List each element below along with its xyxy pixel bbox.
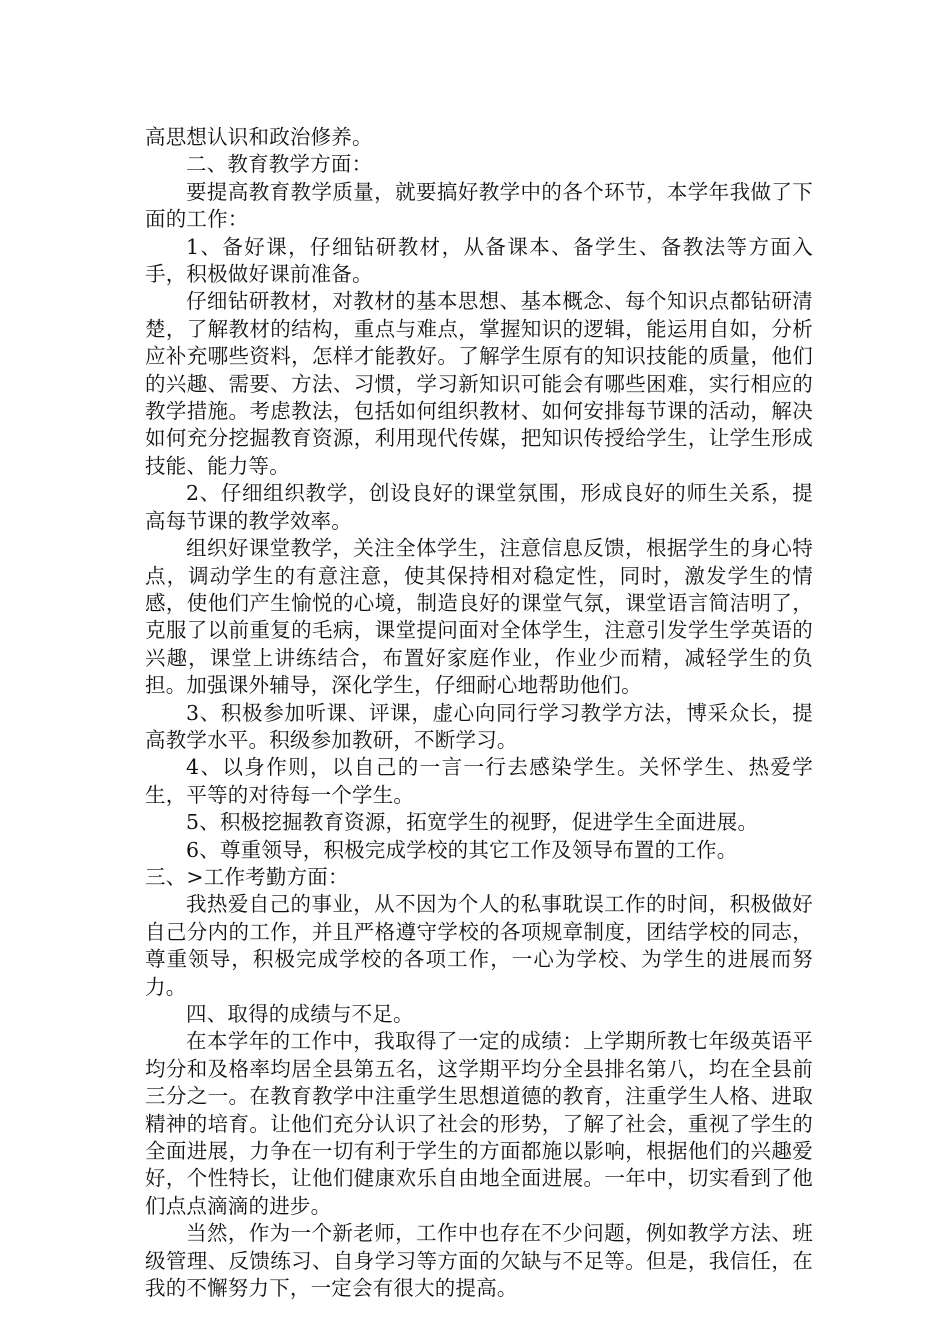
paragraph: 组织好课堂教学，关注全体学生，注意信息反馈，根据学生的身心特点，调动学生的有意注意，使其保持相对稳定性，同时，激发学生的情感，使他们产生愉悦的心境，制造良好的课堂气氛，课堂语言简洁明了，克服了以前重复的毛病，课堂提问面对全体学生，注意引发学生学英语的兴趣，课堂上讲练结合，布置好家庭作业，作业少而精，减轻学生的负担。加强课外辅导，深化学生，仔细耐心地帮助他们。 xyxy=(145,536,813,698)
paragraph: 4、以身作则，以自己的一言一行去感染学生。关怀学生、热爱学生，平等的对待每一个学生。 xyxy=(145,755,813,807)
paragraph: 二、教育教学方面： xyxy=(186,152,373,177)
paragraph: 1、备好课，仔细钻研教材，从备课本、备学生、备教法等方面入手，积极做好课前准备。 xyxy=(145,234,813,287)
paragraph: 三、>工作考勤方面： xyxy=(145,864,349,889)
paragraph: 要提高教育教学质量，就要搞好教学中的各个环节，本学年我做了下面的工作： xyxy=(145,179,813,232)
paragraph: 2、仔细组织教学，创设良好的课堂氛围，形成良好的师生关系，提高每节课的教学效率。 xyxy=(145,481,813,533)
paragraph: 四、取得的成绩与不足。 xyxy=(186,1002,414,1026)
paragraph: 我热爱自己的事业，从不因为个人的私事耽误工作的时间，积极做好自己分内的工作，并且严格遵守学校的各项规章制度，团结学校的同志，尊重领导，积极完成学校的各项工作，一心为学校、为学生的进展而努力。 xyxy=(145,892,813,999)
document-body xyxy=(145,124,813,1302)
paragraph: 当然，作为一个新老师，工作中也存在不少问题，例如教学方法、班级管理、反馈练习、自身学习等方面的欠缺与不足等。但是，我信任，在我的不懈努力下，一定会有很大的提高。 xyxy=(145,1221,813,1301)
paragraph: 5、积极挖掘教育资源，拓宽学生的视野，促进学生全面进展。 xyxy=(186,810,759,835)
paragraph: 3、积极参加听课、评课，虚心向同行学习教学方法，博采众长，提高教学水平。积级参加教研，不断学习。 xyxy=(145,700,813,752)
paragraph: 高思想认识和政治修养。 xyxy=(145,125,373,149)
paragraph: 在本学年的工作中，我取得了一定的成绩：上学期所教七年级英语平均分和及格率均居全县第五名，这学期平均分全县排名第八，均在全县前三分之一。在教育教学中注重学生思想道德的教育，注重学生人格、进取精神的培育。让他们充分认识了社会的形势，了解了社会，重视了学生的全面进展，力争在一切有利于学生的方面都施以影响，根据他们的兴趣爱好，个性特长，让他们健康欢乐自由地全面进展。一年中，切实看到了他们点点滴滴的进步。 xyxy=(145,1029,813,1218)
paragraph: 仔细钻研教材，对教材的基本思想、基本概念、每个知识点都钻研清楚，了解教材的结构，重点与难点，掌握知识的逻辑，能运用自如，分析应补充哪些资料，怎样才能教好。了解学生原有的知识技能的质量，他们的兴趣、需要、方法、习惯，学习新知识可能会有哪些困难，实行相应的教学措施。考虑教法，包括如何组织教材、如何安排每节课的活动，解决如何充分挖掘教育资源，利用现代传媒，把知识传授给学生，让学生形成技能、能力等。 xyxy=(145,289,813,478)
paragraph: 6、尊重领导，积极完成学校的其它工作及领导布置的工作。 xyxy=(186,837,738,862)
